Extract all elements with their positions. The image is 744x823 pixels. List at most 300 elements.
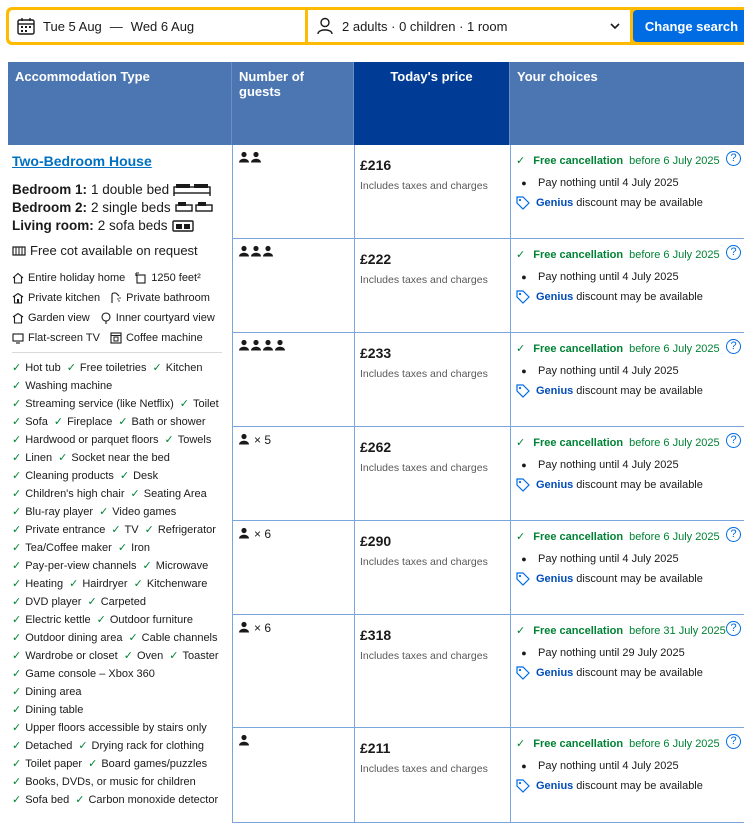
tv-icon (12, 332, 24, 344)
feature-item: Private kitchen (12, 292, 100, 304)
checkmark-icon: ✓ (69, 578, 79, 590)
price-tax-note: Includes taxes and charges (360, 556, 488, 568)
amenity-item: ✓ Pay-per-view channels (12, 557, 137, 575)
home-icon (12, 272, 24, 284)
pay-later (516, 647, 738, 659)
checkmark-icon: ✓ (111, 524, 121, 536)
price-cell (354, 145, 510, 204)
free-cancellation-deadline: before 6 July 2025 (629, 531, 720, 543)
tag-icon (516, 666, 530, 680)
choices-cell (510, 728, 744, 793)
checkmark-icon: ✓ (516, 437, 526, 449)
header-todays-price: Today's price (354, 62, 510, 145)
coffee-machine-icon (110, 332, 122, 344)
amenity-item: ✓ Cable channels (128, 629, 217, 647)
checkmark-icon: ✓ (12, 524, 22, 536)
table-row (232, 521, 744, 615)
genius-text: discount may be available (576, 780, 703, 792)
price-amount: £318 (360, 627, 392, 643)
person-icon (250, 245, 262, 260)
bed-label: Bedroom 1: (12, 182, 88, 197)
bullet-icon: ● (521, 554, 527, 564)
amenity-item: ✓ Tea/Coffee maker (12, 539, 112, 557)
checkmark-icon: ✓ (12, 434, 22, 446)
amenity-item: ✓ Sofa bed (12, 791, 69, 809)
price-amount: £233 (360, 345, 392, 361)
amenity-line (12, 467, 228, 485)
bed-value: 1 double bed (91, 182, 170, 197)
price-tax-note: Includes taxes and charges (360, 180, 488, 192)
person-icon (315, 16, 335, 36)
checkmark-icon: ✓ (133, 578, 143, 590)
table-row (232, 145, 744, 239)
amenity-line (12, 413, 228, 431)
amenity-item: ✓ Sofa (12, 413, 48, 431)
kitchen-icon (12, 292, 24, 304)
checkmark-icon: ✓ (12, 470, 22, 482)
date-picker[interactable] (9, 10, 305, 42)
checkmark-icon: ✓ (12, 794, 22, 806)
genius-discount (516, 666, 738, 680)
pay-later-text: Pay nothing until 4 July 2025 (538, 459, 679, 471)
price-cell (354, 728, 510, 787)
price-cell (354, 239, 510, 298)
amenity-line (12, 647, 228, 665)
bed-value: 2 single beds (91, 200, 171, 215)
feature-item: Coffee machine (110, 332, 203, 344)
amenity-item: ✓ Video games (99, 503, 176, 521)
double-bed-icon (173, 183, 211, 197)
checkmark-icon: ✓ (142, 560, 152, 572)
pay-later-text: Pay nothing until 4 July 2025 (538, 553, 679, 565)
genius-label: Genius (536, 479, 574, 491)
amenity-item: ✓ Outdoor furniture (97, 611, 193, 629)
search-bar (6, 7, 744, 45)
person-icon (238, 245, 250, 260)
person-icon (262, 245, 274, 260)
feature-item: Entire holiday home (12, 272, 125, 284)
bed-label: Bedroom 2: (12, 200, 88, 215)
price-amount: £290 (360, 533, 392, 549)
price-cell (354, 333, 510, 392)
person-icon (250, 339, 262, 354)
amenity-item: ✓ Hot tub (12, 359, 61, 377)
choices-cell (510, 145, 744, 210)
help-icon[interactable]: ? (726, 621, 741, 636)
checkmark-icon: ✓ (128, 632, 138, 644)
genius-label: Genius (536, 780, 574, 792)
bed-config-living-room (12, 217, 228, 235)
price-tax-note: Includes taxes and charges (360, 650, 488, 662)
free-cancellation-label: Free cancellation (533, 531, 624, 543)
amenity-item: ✓ Linen (12, 449, 52, 467)
amenity-item: ✓ Carbon monoxide detector (75, 791, 218, 809)
free-cancellation (516, 341, 738, 357)
occupancy-selector[interactable] (308, 10, 630, 42)
pay-later (516, 365, 738, 377)
price-amount: £222 (360, 251, 392, 267)
amenity-line (12, 449, 228, 467)
free-cancellation-label: Free cancellation (533, 343, 624, 355)
accommodation-cell (8, 145, 232, 809)
person-icon (238, 734, 250, 749)
pay-later-text: Pay nothing until 4 July 2025 (538, 365, 679, 377)
amenity-item: ✓ Carpeted (87, 593, 145, 611)
feature-item: Garden view (12, 312, 90, 324)
genius-label: Genius (536, 573, 574, 585)
amenity-list (12, 359, 228, 809)
header-accommodation-type: Accommodation Type (8, 62, 232, 145)
amenity-line (12, 773, 228, 791)
genius-text: discount may be available (576, 479, 703, 491)
genius-discount (516, 572, 738, 586)
genius-label: Genius (536, 291, 574, 303)
pay-later (516, 553, 738, 565)
price-tax-note: Includes taxes and charges (360, 368, 488, 380)
pay-later-text: Pay nothing until 4 July 2025 (538, 760, 679, 772)
bullet-icon: ● (521, 366, 527, 376)
checkmark-icon: ✓ (12, 776, 22, 788)
checkmark-icon: ✓ (12, 488, 22, 500)
guests-multiplier: × 6 (254, 527, 272, 541)
person-icon (238, 339, 250, 354)
change-search-button[interactable]: Change search (633, 10, 744, 42)
date-separator: — (109, 18, 123, 34)
help-icon[interactable]: ? (726, 245, 741, 260)
amenity-item: ✓ Hairdryer (69, 575, 127, 593)
amenity-item: ✓ Bath or shower (118, 413, 205, 431)
amenity-line (12, 719, 228, 737)
amenity-item: ✓ Microwave (143, 557, 209, 575)
bed-config-bedroom-1 (12, 181, 228, 199)
checkmark-icon: ✓ (12, 560, 22, 572)
genius-discount (516, 290, 738, 304)
checkmark-icon: ✓ (130, 488, 140, 500)
amenity-line (12, 431, 228, 449)
pay-later (516, 271, 738, 283)
checkmark-icon: ✓ (96, 614, 106, 626)
feature-item: Private bathroom (110, 292, 210, 304)
free-cancellation (516, 247, 738, 263)
person-icon (238, 433, 250, 448)
free-cancellation-deadline: before 6 July 2025 (629, 343, 720, 355)
checkmark-icon: ✓ (123, 650, 133, 662)
amenity-line (12, 377, 228, 395)
amenity-line (12, 611, 228, 629)
checkmark-icon: ✓ (88, 758, 98, 770)
genius-discount (516, 384, 738, 398)
guests-cell (232, 728, 354, 754)
amenity-line (12, 629, 228, 647)
chevron-down-icon (608, 19, 622, 33)
amenity-line (12, 737, 228, 755)
guests-multiplier: × 5 (254, 433, 272, 447)
checkmark-icon: ✓ (53, 416, 64, 428)
amenity-item: ✓ Iron (118, 539, 150, 557)
checkmark-icon: ✓ (516, 343, 526, 355)
checkmark-icon: ✓ (12, 758, 22, 770)
checkmark-icon: ✓ (516, 738, 526, 750)
help-icon[interactable]: ? (726, 339, 741, 354)
amenity-item: ✓ Private entrance (12, 521, 105, 539)
checkmark-icon: ✓ (144, 524, 154, 536)
genius-label: Genius (536, 385, 574, 397)
amenity-item: ✓ Free toiletries (67, 359, 147, 377)
amenity-line (12, 539, 228, 557)
tag-icon (516, 384, 530, 398)
bed-config-bedroom-2 (12, 199, 228, 217)
table-row (232, 615, 744, 728)
free-cancellation-label: Free cancellation (533, 738, 624, 750)
bullet-icon: ● (521, 648, 527, 658)
amenity-item: ✓ Washing machine (12, 377, 112, 395)
amenity-item: ✓ Toilet (180, 395, 219, 413)
person-icon (262, 339, 274, 354)
checkmark-icon: ✓ (169, 650, 179, 662)
genius-text: discount may be available (576, 385, 703, 397)
price-tax-note: Includes taxes and charges (360, 763, 488, 775)
amenity-line (12, 791, 228, 809)
amenity-line (12, 557, 228, 575)
free-cancellation (516, 736, 738, 752)
amenity-item: ✓ Dining area (12, 683, 81, 701)
checkmark-icon: ✓ (12, 398, 22, 410)
bullet-icon: ● (521, 272, 527, 282)
guests-cell (232, 333, 354, 359)
checkmark-icon: ✓ (12, 668, 22, 680)
feature-grid (12, 272, 228, 344)
room-table (8, 62, 744, 823)
tag-icon (516, 290, 530, 304)
amenity-item: ✓ Streaming service (like Netflix) (12, 395, 174, 413)
checkmark-icon: ✓ (12, 506, 22, 518)
checkmark-icon: ✓ (12, 722, 22, 734)
amenity-item: ✓ Board games/puzzles (88, 755, 207, 773)
amenity-line (12, 359, 228, 377)
checkmark-icon: ✓ (66, 362, 76, 374)
genius-label: Genius (536, 197, 574, 209)
amenity-line (12, 485, 228, 503)
amenity-item: ✓ Drying rack for clothing (78, 737, 204, 755)
free-cancellation-deadline: before 6 July 2025 (629, 249, 720, 261)
choices-cell (510, 333, 744, 398)
bullet-icon: ● (521, 460, 527, 470)
amenity-item: ✓ Towels (165, 431, 212, 449)
checkmark-icon: ✓ (12, 704, 22, 716)
header-number-of-guests: Number of guests (232, 62, 354, 145)
price-amount: £262 (360, 439, 392, 455)
free-cancellation-deadline: before 31 July 2025 (629, 625, 726, 637)
checkmark-icon: ✓ (58, 452, 68, 464)
free-cancellation-deadline: before 6 July 2025 (629, 437, 720, 449)
bed-label: Living room: (12, 218, 94, 233)
amenity-item: ✓ Cleaning products (12, 467, 114, 485)
free-cancellation-label: Free cancellation (533, 155, 624, 167)
guests-cell (232, 427, 354, 453)
tag-icon (516, 572, 530, 586)
pay-later (516, 760, 738, 772)
amenity-item: ✓ Blu-ray player (12, 503, 93, 521)
amenity-item: ✓ DVD player (12, 593, 81, 611)
feature-item: 1250 feet² (135, 272, 201, 284)
genius-text: discount may be available (576, 667, 703, 679)
free-cancellation (516, 153, 738, 169)
checkmark-icon: ✓ (179, 398, 189, 410)
tag-icon (516, 196, 530, 210)
feature-item: Flat-screen TV (12, 332, 100, 344)
amenity-item: ✓ Wardrobe or closet (12, 647, 118, 665)
price-amount: £216 (360, 157, 392, 173)
amenity-line (12, 701, 228, 719)
amenity-item: ✓ Hardwood or parquet floors (12, 431, 159, 449)
amenity-item: ✓ Books, DVDs, or music for children (12, 773, 196, 791)
checkmark-icon: ✓ (12, 686, 22, 698)
single-beds-icon (175, 201, 213, 215)
free-cancellation-label: Free cancellation (533, 625, 624, 637)
table-row (232, 427, 744, 521)
price-cell (354, 615, 510, 674)
amenity-line (12, 395, 228, 413)
header-your-choices: Your choices (510, 62, 744, 145)
checkmark-icon: ✓ (99, 506, 109, 518)
cot-info (12, 243, 228, 258)
guests-cell (232, 239, 354, 265)
table-row (232, 728, 744, 823)
person-icon (250, 151, 262, 166)
checkmark-icon: ✓ (12, 452, 22, 464)
guests-cell (232, 615, 354, 641)
checkmark-icon: ✓ (164, 434, 174, 446)
free-cancellation-label: Free cancellation (533, 249, 624, 261)
checkmark-icon: ✓ (12, 614, 22, 626)
amenity-line (12, 593, 228, 611)
amenity-item: ✓ Toaster (169, 647, 218, 665)
calendar-icon (16, 16, 36, 36)
amenity-line (12, 521, 228, 539)
pay-later (516, 177, 738, 189)
amenity-line (12, 503, 228, 521)
amenity-line (12, 665, 228, 701)
cot-icon (12, 244, 26, 258)
choices-cell (510, 521, 744, 586)
person-icon (238, 527, 250, 542)
amenity-item: ✓ Game console – Xbox 360 (12, 665, 155, 683)
person-icon (238, 621, 250, 636)
amenity-item: ✓ Detached (12, 737, 72, 755)
sofa-bed-icon (172, 219, 194, 233)
table-row (232, 333, 744, 427)
room-name-link[interactable]: Two-Bedroom House (12, 153, 152, 169)
genius-text: discount may be available (576, 197, 703, 209)
genius-label: Genius (536, 667, 574, 679)
help-icon[interactable]: ? (726, 433, 741, 448)
checkmark-icon: ✓ (12, 380, 22, 392)
checkmark-icon: ✓ (87, 596, 97, 608)
amenity-item: ✓ Heating (12, 575, 63, 593)
amenity-item: ✓ Toilet paper (12, 755, 82, 773)
amenity-item: ✓ Kitchen (153, 359, 203, 377)
checkmark-icon: ✓ (12, 578, 22, 590)
amenity-line (12, 575, 228, 593)
amenity-item: ✓ Upper floors accessible by stairs only (12, 719, 207, 737)
shower-icon (110, 292, 122, 304)
amenity-item: ✓ Refrigerator (145, 521, 216, 539)
free-cancellation (516, 529, 738, 545)
checkmark-icon: ✓ (119, 470, 130, 482)
price-tax-note: Includes taxes and charges (360, 462, 488, 474)
guests-cell (232, 521, 354, 547)
checkmark-icon: ✓ (118, 416, 128, 428)
genius-text: discount may be available (576, 291, 703, 303)
checkmark-icon: ✓ (117, 542, 128, 554)
table-row (232, 239, 744, 333)
feature-item: Inner courtyard view (100, 312, 215, 324)
garden-icon (12, 312, 24, 324)
amenity-item: ✓ Oven (124, 647, 164, 665)
amenity-item: ✓ TV (111, 521, 138, 539)
genius-text: discount may be available (576, 573, 703, 585)
checkmark-icon: ✓ (78, 740, 88, 752)
courtyard-icon (100, 312, 112, 324)
free-cancellation-label: Free cancellation (533, 437, 624, 449)
person-icon (238, 151, 250, 166)
price-cell (354, 427, 510, 486)
person-icon (274, 339, 286, 354)
choices-cell (510, 239, 744, 304)
choices-cell (510, 615, 744, 680)
free-cancellation (516, 623, 738, 639)
check-out-date: Wed 6 Aug (130, 18, 195, 34)
price-amount: £211 (360, 740, 391, 756)
checkmark-icon: ✓ (12, 632, 22, 644)
pay-later-text: Pay nothing until 4 July 2025 (538, 271, 679, 283)
checkmark-icon: ✓ (516, 155, 526, 167)
genius-discount (516, 478, 738, 492)
checkmark-icon: ✓ (75, 794, 85, 806)
amenity-item: ✓ Electric kettle (12, 611, 91, 629)
check-in-date: Tue 5 Aug (43, 18, 102, 34)
price-tax-note: Includes taxes and charges (360, 274, 488, 286)
checkmark-icon: ✓ (12, 542, 22, 554)
pay-later (516, 459, 738, 471)
help-icon[interactable]: ? (726, 151, 741, 166)
choices-cell (510, 427, 744, 492)
free-cancellation-deadline: before 6 July 2025 (629, 155, 720, 167)
checkmark-icon: ✓ (516, 531, 526, 543)
genius-discount (516, 779, 738, 793)
amenity-item: ✓ Outdoor dining area (12, 629, 122, 647)
tag-icon (516, 478, 530, 492)
size-icon (135, 272, 147, 284)
amenity-item: ✓ Fireplace (54, 413, 112, 431)
section-divider (12, 352, 222, 353)
pay-later-text: Pay nothing until 29 July 2025 (538, 647, 685, 659)
checkmark-icon: ✓ (12, 596, 22, 608)
amenity-item: ✓ Kitchenware (134, 575, 208, 593)
guests-multiplier: × 6 (254, 621, 272, 635)
help-icon[interactable]: ? (726, 734, 741, 749)
price-cell (354, 521, 510, 580)
amenity-item: ✓ Seating Area (131, 485, 207, 503)
free-cancellation-deadline: before 6 July 2025 (629, 738, 720, 750)
amenity-item: ✓ Socket near the bed (58, 449, 170, 467)
amenity-item: ✓ Children's high chair (12, 485, 125, 503)
occupancy-text: 2 adults · 0 children · 1 room (342, 18, 508, 34)
help-icon[interactable]: ? (726, 527, 741, 542)
checkmark-icon: ✓ (12, 416, 22, 428)
bullet-icon: ● (521, 761, 527, 771)
checkmark-icon: ✓ (152, 362, 162, 374)
